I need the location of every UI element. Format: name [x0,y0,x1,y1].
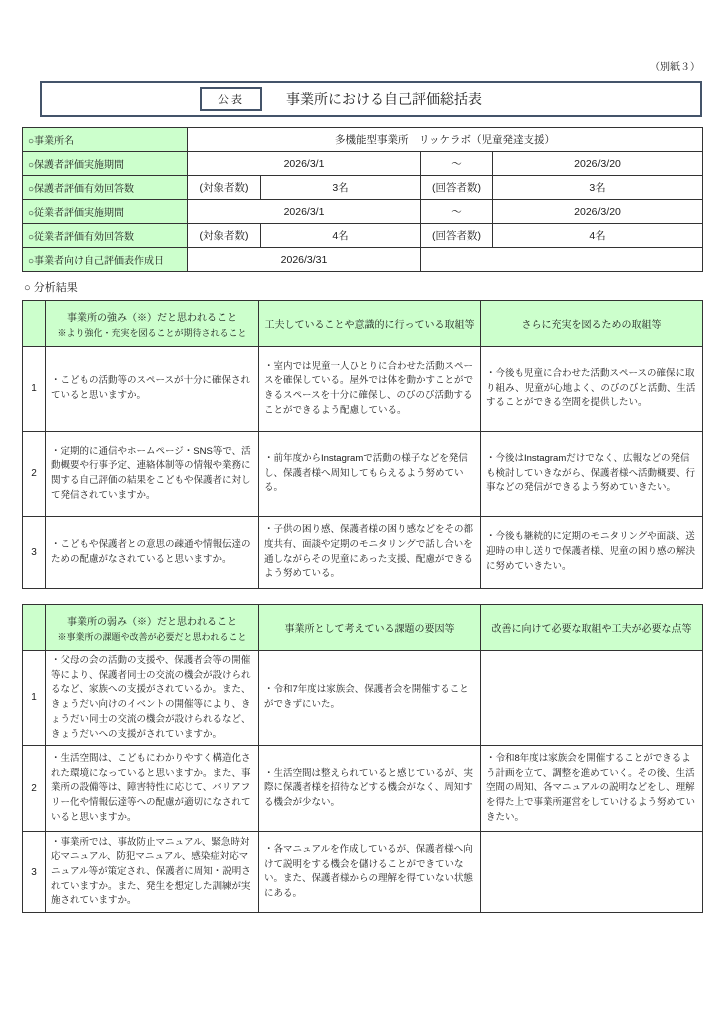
target-count-value: 3名 [261,176,421,200]
cause-cell: ・生活空間は整えられていると感じているが、実際に保護者様を招待などする機会がなく、周知する機会が少ない。 [259,746,481,832]
cause-header: 事業所として考えている課題の要因等 [259,605,481,651]
question-cell: ・こどもの活動等のスペースが十分に確保されていると思いますか。 [46,347,259,432]
self-eval-date-label: ○事業者向け自己評価表作成日 [23,248,188,272]
guardian-eval-period-end: 2026/3/20 [493,152,703,176]
strengths-table [22,300,703,589]
page-title: 事業所における自己評価総括表 [286,91,482,107]
target-count-label: (対象者数) [188,224,261,248]
enhancement-cell: ・今後も継続的に定期のモニタリングや面談、送迎時の申し送りで保護者様、児童の困り感の解決に努めていきたい。 [481,517,703,589]
guardian-eval-period-start: 2026/3/1 [188,152,421,176]
strengths-row-3 [23,517,703,589]
weaknesses-table [22,604,703,913]
weaknesses-header-row [23,605,703,651]
staff-response-count-row [23,224,703,248]
self-eval-date-row [23,248,703,272]
guardian-response-count-label: ○保護者評価有効回答数 [23,176,188,200]
row-number: 2 [23,432,46,517]
office-name-label: ○事業所名 [23,128,188,152]
office-name-row [23,128,703,152]
strengths-question-header-main: 事業所の強み（※）だと思われること [67,312,237,324]
empty-cell [421,248,703,272]
row-number: 3 [23,517,46,589]
strengths-row-2 [23,432,703,517]
publish-label: 公表 [200,87,262,111]
self-eval-date-value: 2026/3/31 [188,248,421,272]
question-cell: ・生活空間は、こどもにわかりやすく構造化された環境になっていると思いますか。また、事業所の設備等は、障害特性に応じて、バリアフリー化や情報伝達等への配慮が適切になされていると思いますか。 [46,746,259,832]
strengths-row-1 [23,347,703,432]
attachment-number-note: （別紙３） [650,62,700,73]
improvement-cell: ・令和8年度は家族会を開催することができるよう計画を立て、調整を進めていく。その後、生活空間の周知、各マニュアルの説明などをし、理解を得た上で事業所運営をしていけるよう努めていきたい。 [481,746,703,832]
improvement-cell [481,651,703,746]
title-bar [40,81,702,117]
question-cell: ・父母の会の活動の支援や、保護者会等の開催等により、保護者同士の交流の機会が設けられるなど、家族への支援がされているか。また、きょうだい向けのイベントの開催等により、きょうだい同士の交流の機会が設けられるなど、きょうだいへの支援がされていますか。 [46,651,259,746]
staff-eval-period-start: 2026/3/1 [188,200,421,224]
strengths-question-header-note: ※より強化・充実を図ることが期待されること [57,327,247,338]
weaknesses-question-header-main: 事業所の弱み（※）だと思われること [67,616,237,628]
staff-response-count-label: ○従業者評価有効回答数 [23,224,188,248]
row-number: 3 [23,832,46,913]
row-number: 1 [23,651,46,746]
guardian-eval-period-row [23,152,703,176]
weaknesses-row-1 [23,651,703,746]
office-info-table [22,127,703,272]
initiative-cell: ・前年度からInstagramで活動の様子などを発信し、保護者様へ周知してもらえるよう努めている。 [259,432,481,517]
staff-eval-period-row [23,200,703,224]
cause-cell: ・令和7年度は家族会、保護者会を開催することができずにいた。 [259,651,481,746]
enhancement-header: さらに充実を図るための取組等 [481,301,703,347]
initiative-cell: ・室内では児童一人ひとりに合わせた活動スペースを確保している。屋外では体を動かすことができるスペースを十分に確保し、のびのび活動することができるよう配慮している。 [259,347,481,432]
weaknesses-row-3 [23,832,703,913]
staff-eval-period-label: ○従業者評価実施期間 [23,200,188,224]
tilde-separator: ～ [421,152,493,176]
row-number-header [23,301,46,347]
respondent-count-value: 4名 [493,224,703,248]
cause-cell: ・各マニュアルを作成しているが、保護者様へ向けて説明をする機会を儲けることができていない。また、保護者様からの理解を得ていない状態にある。 [259,832,481,913]
row-number-header [23,605,46,651]
row-number: 1 [23,347,46,432]
target-count-label: (対象者数) [188,176,261,200]
office-name-value: 多機能型事業所 リッケラボ（児童発達支援） [188,128,703,152]
enhancement-cell: ・今後はInstagramだけでなく、広報などの発信も検討していきながら、保護者様へ活動概要、行事などの発信ができるよう努めていきたい。 [481,432,703,517]
row-number: 2 [23,746,46,832]
guardian-eval-period-label: ○保護者評価実施期間 [23,152,188,176]
guardian-response-count-row [23,176,703,200]
tilde-separator: ～ [421,200,493,224]
question-cell: ・こどもや保護者との意思の疎通や情報伝達のための配慮がなされていると思いますか。 [46,517,259,589]
respondent-count-label: (回答者数) [421,176,493,200]
initiatives-header: 工夫していることや意識的に行っている取組等 [259,301,481,347]
weaknesses-question-header-note: ※事業所の課題や改善が必要だと思われること [57,631,247,642]
improvement-cell [481,832,703,913]
target-count-value: 4名 [261,224,421,248]
respondent-count-label: (回答者数) [421,224,493,248]
weaknesses-question-header [46,605,259,651]
initiative-cell: ・子供の困り感、保護者様の困り感などをその都度共有、面談や定期のモニタリングで話し合いを通しながらその児童にあった支援、配慮ができるよう努めている。 [259,517,481,589]
weaknesses-row-2 [23,746,703,832]
analysis-results-heading: ○ 分析結果 [24,282,78,294]
strengths-question-header [46,301,259,347]
improvement-header: 改善に向けて必要な取組や工夫が必要な点等 [481,605,703,651]
staff-eval-period-end: 2026/3/20 [493,200,703,224]
question-cell: ・定期的に通信やホームページ・SNS等で、活動概要や行事予定、連絡体制等の情報や業務に関する自己評価の結果をこどもや保護者に対して発信されていますか。 [46,432,259,517]
question-cell: ・事業所では、事故防止マニュアル、緊急時対応マニュアル、防犯マニュアル、感染症対応マニュアル等が策定され、保護者に周知・説明されていますか。また、発生を想定した訓練が実施されていますか。 [46,832,259,913]
respondent-count-value: 3名 [493,176,703,200]
strengths-header-row [23,301,703,347]
enhancement-cell: ・今後も児童に合わせた活動スペースの確保に取り組み、児童が心地よく、のびのびと活動、生活することができる空間を提供したい。 [481,347,703,432]
